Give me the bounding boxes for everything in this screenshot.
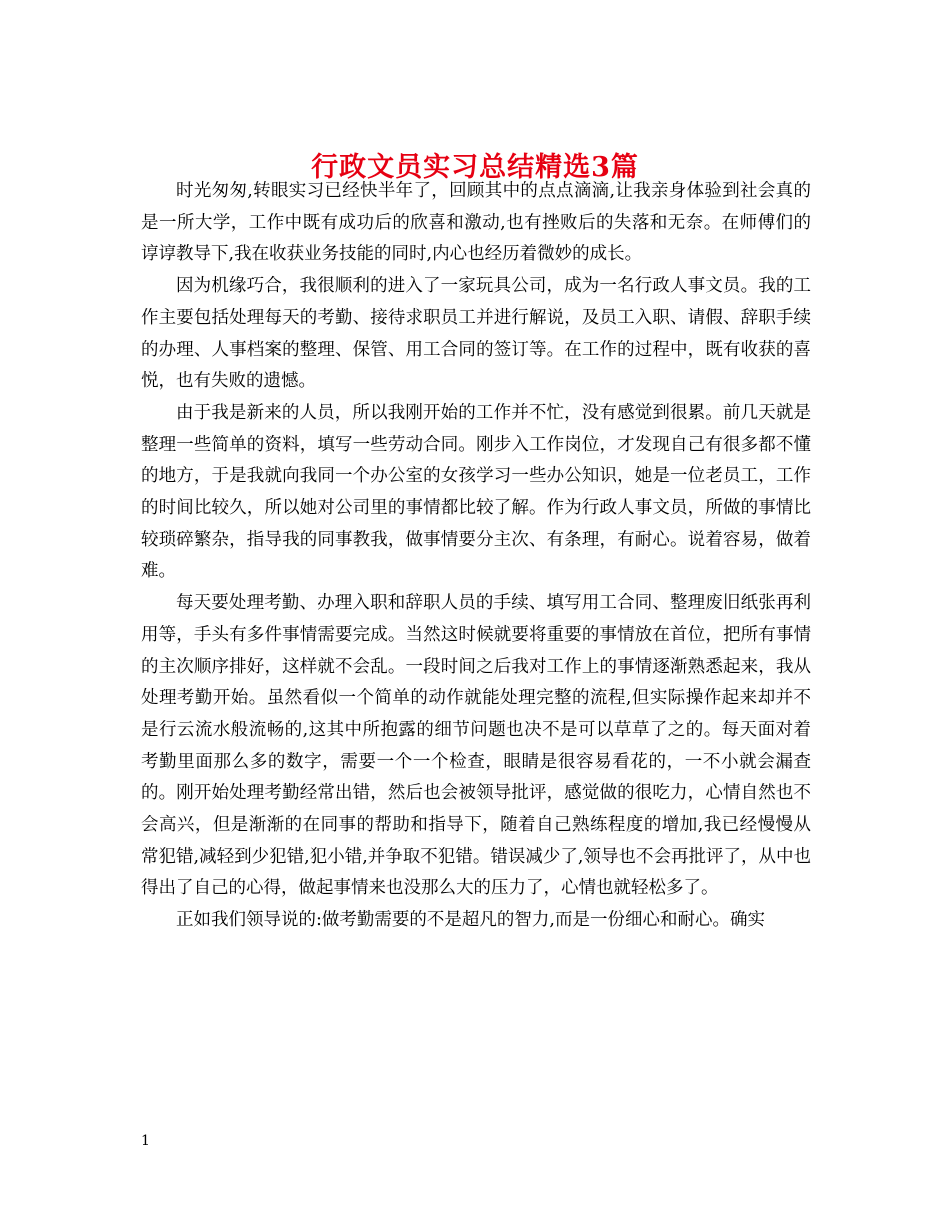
paragraph-5: 正如我们领导说的:做考勤需要的不是超凡的智力,而是一份细心和耐心。确实	[176, 910, 765, 931]
page-number: 1	[141, 1133, 150, 1149]
paragraph-1: 时光匆匆,转眼实习已经快半年了，回顾其中的点点滴滴,让我亲身体验到社会真的是一所大学，工作中既有成功后的欣喜和激动,也有挫败后的失落和无奈。在师傅们的谆谆教导下,我在收获业务技能的同时,内心也经历着微妙的成长。	[141, 181, 811, 265]
paragraph-2: 因为机缘巧合，我很顺利的进入了一家玩具公司，成为一名行政人事文员。我的工作主要包括处理每天的考勤、接待求职员工并进行解说，及员工入职、请假、辞职手续的办理、人事档案的整理、保管、用工合同的签订等。在工作的过程中，既有收获的喜悦，也有失败的遗憾。	[141, 276, 811, 392]
document-body	[141, 176, 811, 937]
paragraph-3: 由于我是新来的人员，所以我刚开始的工作并不忙，没有感觉到很累。前几天就是整理一些简单的资料，填写一些劳动合同。刚步入工作岗位，才发现自己有很多都不懂的地方，于是我就向我同一个办公室的女孩学习一些办公知识，她是一位老员工，工作的时间比较久，所以她对公司里的事情都比较了解。作为行政人事文员，所做的事情比较琐碎繁杂，指导我的同事教我，做事情要分主次、有条理，有耐心。说着容易，做着难。	[141, 402, 811, 582]
document-title: 行政文员实习总结精选3篇	[311, 152, 639, 184]
paragraph-4: 每天要处理考勤、办理入职和辞职人员的手续、填写用工合同、整理废旧纸张再利用等，手头有多件事情需要完成。当然这时候就要将重要的事情放在首位，把所有事情的主次顺序排好，这样就不会乱。一段时间之后我对工作上的事情逐渐熟悉起来，我从处理考勤开始。虽然看似一个简单的动作就能处理完整的流程,但实际操作起来却并不是行云流水般流畅的,这其中所抱露的细节问题也决不是可以草草了之的。每天面对着考勤里面那么多的数字，需要一个一个检查，眼睛是很容易看花的，一不小就会漏查的。刚开始处理考勤经常出错，然后也会被领导批评，感觉做的很吃力，心情自然也不会高兴，但是渐渐的在同事的帮助和指导下，随着自己熟练程度的增加,我已经慢慢从常犯错,减轻到少犯错,犯小错,并争取不犯错。错误减少了,领导也不会再批评了，从中也得出了自己的心得，做起事情来也没那么大的压力了，心情也就轻松多了。	[141, 593, 811, 899]
